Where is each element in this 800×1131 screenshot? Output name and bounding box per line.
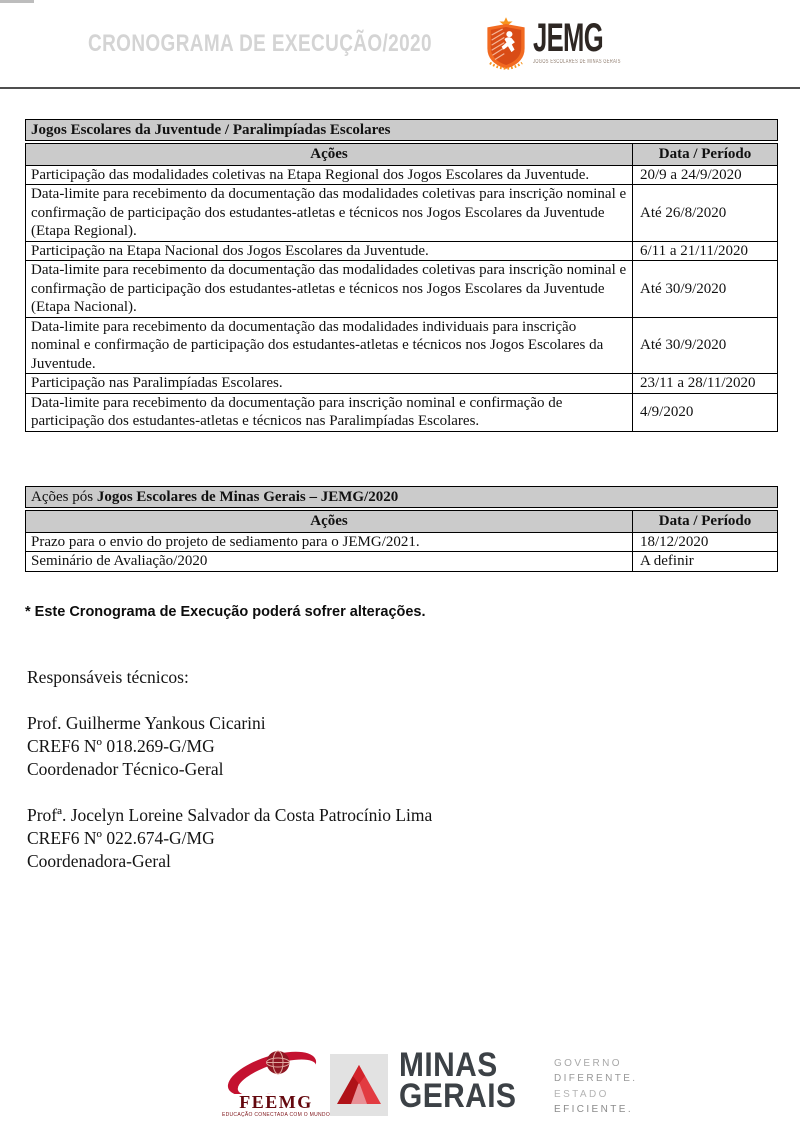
action-cell: Data-limite para recebimento da documentação das modalidades coletivas para inscrição nominal e confirmação de participação dos estudantes-atletas e técnicos nos Jogos Escolares da Juventude (Etapa Regional). <box>26 185 633 242</box>
gerais-word: GERAIS <box>399 1076 517 1115</box>
table-row <box>26 185 778 242</box>
responsibles-block <box>27 666 432 873</box>
date-cell: Até 30/9/2020 <box>633 261 778 318</box>
schedule-section-juventude <box>25 119 778 432</box>
date-cell: 6/11 a 21/11/2020 <box>633 241 778 261</box>
col-header-data: Data / Período <box>633 511 778 533</box>
action-cell: Data-limite para recebimento da documentação das modalidades coletivas para inscrição nominal e confirmação de participação dos estudantes-atletas e técnicos nos Jogos Escolares da Juventude (Etapa Nacional). <box>26 261 633 318</box>
person-cref: CREF6 Nº 022.674-G/MG <box>27 828 215 848</box>
minas-gerais-wordmark <box>399 1046 517 1115</box>
minas-word: MINAS <box>399 1046 498 1084</box>
action-cell: Participação nas Paralimpíadas Escolares. <box>26 374 633 394</box>
table-header-row <box>26 511 778 533</box>
page-title: CRONOGRAMA DE EXECUÇÃO/2020 <box>88 30 432 57</box>
date-cell: Até 30/9/2020 <box>633 317 778 374</box>
date-cell: 4/9/2020 <box>633 393 778 431</box>
feemg-wordmark: FEEMG <box>239 1092 313 1112</box>
col-header-data: Data / Período <box>633 144 778 166</box>
person-role: Coordenadora-Geral <box>27 851 171 871</box>
table2-title <box>25 486 778 508</box>
slogan-line: ESTADO <box>554 1088 609 1100</box>
schedule-table-1 <box>25 143 778 432</box>
schedule-section-pos-jemg <box>25 486 778 572</box>
table-row <box>26 393 778 431</box>
governo-slogan <box>554 1056 637 1117</box>
person-name: Prof. Guilherme Yankous Cicarini <box>27 713 266 733</box>
action-cell: Prazo para o envio do projeto de sediamento para o JEMG/2021. <box>26 532 633 552</box>
table-row <box>26 261 778 318</box>
action-cell: Participação das modalidades coletivas na Etapa Regional dos Jogos Escolares da Juventude. <box>26 165 633 185</box>
responsibles-heading: Responsáveis técnicos: <box>27 667 189 687</box>
table2-title-prefix: Ações pós <box>31 489 97 505</box>
date-cell: Até 26/8/2020 <box>633 185 778 242</box>
date-cell: A definir <box>633 552 778 572</box>
table-row <box>26 241 778 261</box>
schedule-table-2 <box>25 510 778 572</box>
minas-gerais-triangle-icon <box>330 1054 388 1121</box>
scan-artifact <box>0 0 34 3</box>
jemg-logo <box>484 15 666 82</box>
table-row <box>26 552 778 572</box>
col-header-acoes: Ações <box>26 144 633 166</box>
table-row <box>26 374 778 394</box>
action-cell: Data-limite para recebimento da documentação das modalidades individuais para inscrição nominal e confirmação de participação dos estudantes-atletas e técnicos nos Jogos Escolares da Juventude. <box>26 317 633 374</box>
table2-title-main: Jogos Escolares de Minas Gerais – JEMG/2020 <box>96 489 399 505</box>
action-cell: Seminário de Avaliação/2020 <box>26 552 633 572</box>
action-cell: Data-limite para recebimento da documentação para inscrição nominal e confirmação de participação dos estudantes-atletas e técnicos nas Paralimpíadas Escolares. <box>26 393 633 431</box>
date-cell: 23/11 a 28/11/2020 <box>633 374 778 394</box>
header-divider <box>0 87 800 89</box>
action-cell: Participação na Etapa Nacional dos Jogos Escolares da Juventude. <box>26 241 633 261</box>
date-cell: 18/12/2020 <box>633 532 778 552</box>
person-cref: CREF6 Nº 018.269-G/MG <box>27 736 215 756</box>
jemg-wordmark: JEMG <box>533 16 603 60</box>
date-cell: 20/9 a 24/9/2020 <box>633 165 778 185</box>
slogan-line: DIFERENTE. <box>554 1073 638 1085</box>
jemg-shield-icon <box>484 15 528 82</box>
person-name: Profª. Jocelyn Loreine Salvador da Costa Patrocínio Lima <box>27 805 433 825</box>
responsible-person <box>27 804 432 873</box>
feemg-tagline: EDUCAÇÃO CONECTADA COM O MUNDO <box>221 1112 331 1118</box>
col-header-acoes: Ações <box>26 511 633 533</box>
table-row <box>26 317 778 374</box>
responsible-person <box>27 712 432 781</box>
feemg-swoosh-icon <box>214 1050 338 1094</box>
slogan-line: EFICIENTE. <box>554 1103 634 1115</box>
disclaimer-note: * Este Cronograma de Execução poderá sofrer alterações. <box>25 604 426 620</box>
slogan-line: GOVERNO <box>554 1058 622 1069</box>
table-header-row <box>26 144 778 166</box>
table-row <box>26 165 778 185</box>
person-role: Coordenador Técnico-Geral <box>27 759 224 779</box>
table-row <box>26 532 778 552</box>
jemg-tagline: JOGOS ESCOLARES DE MINAS GERAIS <box>533 59 621 65</box>
feemg-logo <box>214 1050 338 1118</box>
table1-title: Jogos Escolares da Juventude / Paralimpíadas Escolares <box>25 119 778 141</box>
